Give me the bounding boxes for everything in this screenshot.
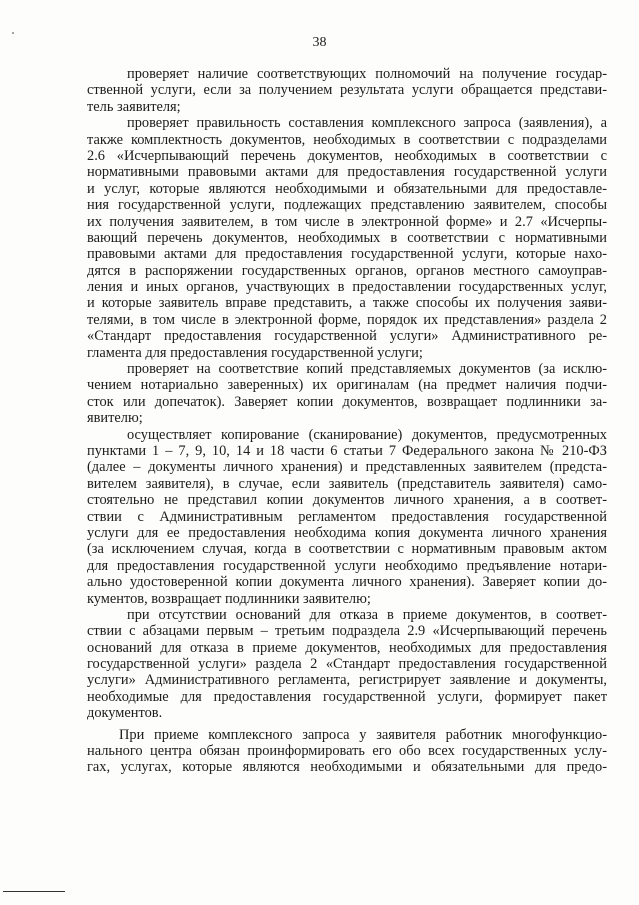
text-line: правовыми актами для предоставления государственной услуги, которые нахо- [87,246,607,263]
paragraph [87,727,607,776]
text-line: (за исключением случая, когда в соответствии с нормативным правовым актом [87,541,607,558]
text-line: При приеме комплексного запроса у заявителя работник многофункцио- [119,726,607,743]
text-line: осуществляет копирование (сканирование) документов, предусмотренных [127,426,607,443]
text-line: дятся в распоряжении государственных органов, органов местного самоуправ- [87,262,607,279]
text-line: 2.6 «Исчерпывающий перечень документов, необходимых в соответствии с [87,147,607,164]
text-line: вителем заявителя), в случае, если заявитель (представитель заявителя) само- [87,475,607,492]
text-line: ния государственной услуги, подлежащих представлению заявителем, способы [87,197,607,214]
text-line: чением нотариально заверенных) их оригиналам (на предмет наличия подчи- [87,377,607,394]
scan-speck [12,32,14,34]
text-line: государственной услуги» раздела 2 «Стандарт предоставления государственной [87,656,607,673]
text-line: гламента для предоставления государственной услуги; [87,344,423,361]
text-line: проверяет правильность составления комплексного запроса (заявления), а [127,115,607,132]
document-body [87,66,607,776]
text-line: телями, в том числе в электронной форме, порядок их представления» раздела 2 [87,311,607,328]
text-line: тель заявителя; [87,98,181,115]
text-line: необходимые для предоставления государственной услуги, формирует пакет [87,688,607,705]
text-line: ально удостоверенной копии документа личного хранения). Заверяет копии до- [87,574,607,591]
text-line: услуги» Административного регламента, регистрирует заявление и документы, [87,672,607,689]
text-line: и услуг, которые являются необходимыми и обязательными для предоставле- [87,180,607,197]
paragraph [87,115,607,361]
paragraph [87,361,607,427]
text-line: их получения заявителем, в том числе в электронной форме» и 2.7 «Исчерпы- [87,213,607,230]
text-line: (далее – документы личного хранения) и представленных заявителем (предста- [87,459,607,476]
text-line: нального центра обязан проинформировать его обо всех государственных услу- [87,743,607,760]
paragraph [87,607,607,722]
text-line: пунктами 1 – 7, 9, 10, 14 и 18 части 6 статьи 7 Федерального закона № 210-ФЗ [87,442,607,459]
text-line: ственной услуги, если за получением результата услуги обращается представи- [87,82,607,99]
text-line: кументов, возвращает подлинники заявителю; [87,590,371,607]
paragraph [87,427,607,607]
text-line: ствии с Административным регламентом предоставления государственной [87,508,607,525]
text-line: оснований для отказа в приеме документов, необходимых для предоставления [87,639,607,656]
text-line: стоятельно не представил копии документов личного хранения, а в соответ- [87,492,607,509]
text-line: «Стандарт предоставления государственной услуги» Административного ре- [87,328,607,345]
text-line: при отсутствии оснований для отказа в приеме документов, в соответ- [127,606,607,623]
text-line: сток или допечаток). Заверяет копии документов, возвращает подлинники за- [87,393,607,410]
text-line: ствии с абзацами первым – третьим подраздела 2.9 «Исчерпывающий перечень [87,623,607,640]
text-line: гах, услугах, которые являются необходимыми и обязательными для предо- [87,759,607,776]
text-line: и которые заявитель вправе представить, а также способы их получения заяви- [87,295,607,312]
text-line: ления и иных органов, участвующих в предоставлении государственных услуг, [87,279,607,296]
text-line: проверяет на соответствие копий представляемых документов (за исклю- [127,361,607,378]
text-line: явителю; [87,410,143,427]
footnote-separator [3,891,65,892]
paragraph [87,66,607,115]
text-line: вающий перечень документов, необходимых в соответствии с нормативными [87,229,607,246]
page-number: 38 [312,35,327,50]
text-line: документов. [87,705,163,722]
text-line: также комплектность документов, необходимых в соответствии с подразделами [87,131,607,148]
text-line: проверяет наличие соответствующих полномочий на получение государ- [127,66,607,82]
text-line: услуги для ее предоставления необходима копия документа личного хранения [87,524,607,541]
text-line: для предоставления государственной услуги необходимо предъявление нотари- [87,557,607,574]
text-line: нормативными правовыми актами для предоставления государственной услуги [87,164,607,181]
